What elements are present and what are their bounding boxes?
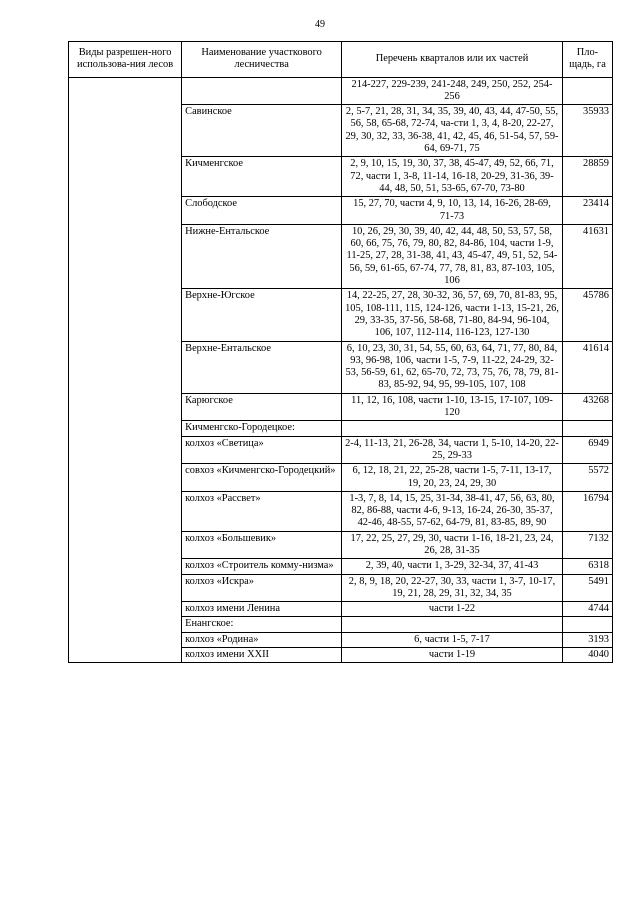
quarters-cell: 2, 9, 10, 15, 19, 30, 37, 38, 45-47, 49, 52, 66, 71, 72, части 1, 3-8, 11-14, 16-18, 20-29, 31-36, 39-44, 48, 50, 51, 53-65, 67-70, 73-80 [342,157,563,197]
forestry-name-cell: колхоз «Родина» [182,632,342,647]
quarters-cell: 2, 8, 9, 18, 20, 22-27, 30, 33, части 1, 3-7, 10-17, 19, 21, 28, 29, 31, 32, 34, 35 [342,574,563,602]
forestry-name-cell: Кичменгско-Городецкое: [182,421,342,436]
area-cell [562,617,612,632]
quarters-cell: 2, 39, 40, части 1, 3-29, 32-34, 37, 41-43 [342,559,563,574]
table-body [69,77,613,663]
forestry-name-cell: совхоз «Кичменгско-Городецкий» [182,464,342,492]
forestry-name-cell: колхоз «Большевик» [182,531,342,559]
quarters-cell: 14, 22-25, 27, 28, 30-32, 36, 57, 69, 70, 81-83, 95, 105, 108-111, 115, 124-126, части 1-13, 15-21, 26, 29, 33-35, 37-56, 58-68, 71-80, 84-94, 96-104, 106, 107, 112-114, 116-123, 127-130 [342,289,563,341]
forestry-name-cell: Верхне-Ентальское [182,341,342,393]
area-cell: 5491 [562,574,612,602]
quarters-cell: 2-4, 11-13, 21, 26-28, 34, части 1, 5-10, 14-20, 22-25, 29-33 [342,436,563,464]
area-cell: 4744 [562,602,612,617]
quarters-cell: части 1-19 [342,648,563,663]
quarters-cell: 214-227, 229-239, 241-248, 249, 250, 252, 254-256 [342,77,563,105]
area-cell: 6949 [562,436,612,464]
area-cell: 23414 [562,197,612,225]
forestry-name-cell: колхоз «Светица» [182,436,342,464]
quarters-cell: 2, 5-7, 21, 28, 31, 34, 35, 39, 40, 43, 44, 47-50, 55, 56, 58, 65-68, 72-74, ча-сти 1, 3, 4, 8-20, 22-27, 29, 30, 32, 33, 36-38, 41, 42, 45, 46, 51-54, 57, 59-64, 69-71, 75 [342,105,563,157]
forestry-name-cell: колхоз «Рассвет» [182,491,342,531]
header-area: Пло-щадь, га [562,42,612,78]
quarters-cell: 15, 27, 70, части 4, 9, 10, 13, 14, 16-26, 28-69, 71-73 [342,197,563,225]
header-use-type: Виды разрешен-ного использова-ния лесов [69,42,182,78]
forestry-name-cell: колхоз «Строитель комму-низма» [182,559,342,574]
use-type-cell [69,77,182,663]
area-cell: 35933 [562,105,612,157]
forestry-name-cell: Енангское: [182,617,342,632]
forestry-name-cell: Карюгское [182,393,342,421]
area-cell: 28859 [562,157,612,197]
quarters-cell: 10, 26, 29, 30, 39, 40, 42, 44, 48, 50, 53, 57, 58, 60, 66, 75, 76, 79, 80, 82, 84-86, 104, части 1-9, 11-25, 27, 28, 31-38, 41, 43, 45-47, 49, 51, 52, 54-56, 59, 61-65, 67-74, 77, 78, 81, 83, 87-103, 105, 106 [342,224,563,288]
quarters-cell: 17, 22, 25, 27, 29, 30, части 1-16, 18-21, 23, 24, 26, 28, 31-35 [342,531,563,559]
area-cell: 7132 [562,531,612,559]
forestry-name-cell: колхоз имени XXII [182,648,342,663]
area-cell: 45786 [562,289,612,341]
area-cell: 6318 [562,559,612,574]
header-forestry: Наименование участкового лесничества [182,42,342,78]
area-cell: 5572 [562,464,612,492]
forestry-name-cell: Савинское [182,105,342,157]
area-cell [562,421,612,436]
quarters-cell: 6, части 1-5, 7-17 [342,632,563,647]
quarters-cell [342,617,563,632]
quarters-cell: части 1-22 [342,602,563,617]
forestry-name-cell: колхоз «Искра» [182,574,342,602]
forest-quarters-table [68,41,613,663]
area-cell: 4040 [562,648,612,663]
forestry-name-cell: колхоз имени Ленина [182,602,342,617]
area-cell: 41614 [562,341,612,393]
quarters-cell: 6, 10, 23, 30, 31, 54, 55, 60, 63, 64, 71, 77, 80, 84, 93, 96-98, 106, части 1-5, 7-9, 11-22, 24-29, 32-53, 56-59, 61, 62, 65-70, 72, 73, 75, 76, 78, 79, 81-83, 85-92, 94, 95, 99-105, 107, 108 [342,341,563,393]
table-row [69,77,613,105]
table-header-row [69,42,613,78]
forestry-name-cell: Верхне-Югское [182,289,342,341]
forestry-name-cell [182,77,342,105]
area-cell [562,77,612,105]
header-quarters: Перечень кварталов или их частей [342,42,563,78]
quarters-cell [342,421,563,436]
page-number: 49 [315,19,325,30]
area-cell: 16794 [562,491,612,531]
area-cell: 43268 [562,393,612,421]
forestry-name-cell: Кичменгское [182,157,342,197]
area-cell: 3193 [562,632,612,647]
quarters-cell: 6, 12, 18, 21, 22, 25-28, части 1-5, 7-11, 13-17, 19, 20, 23, 24, 29, 30 [342,464,563,492]
area-cell: 41631 [562,224,612,288]
forestry-name-cell: Слободское [182,197,342,225]
quarters-cell: 1-3, 7, 8, 14, 15, 25, 31-34, 38-41, 47, 56, 63, 80, 82, 86-88, части 4-6, 9-13, 16-24, 26-30, 35-37, 42-46, 48-55, 57-62, 64-79, 81, 83-85, 89, 90 [342,491,563,531]
quarters-cell: 11, 12, 16, 108, части 1-10, 13-15, 17-107, 109-120 [342,393,563,421]
forestry-name-cell: Нижне-Ентальское [182,224,342,288]
